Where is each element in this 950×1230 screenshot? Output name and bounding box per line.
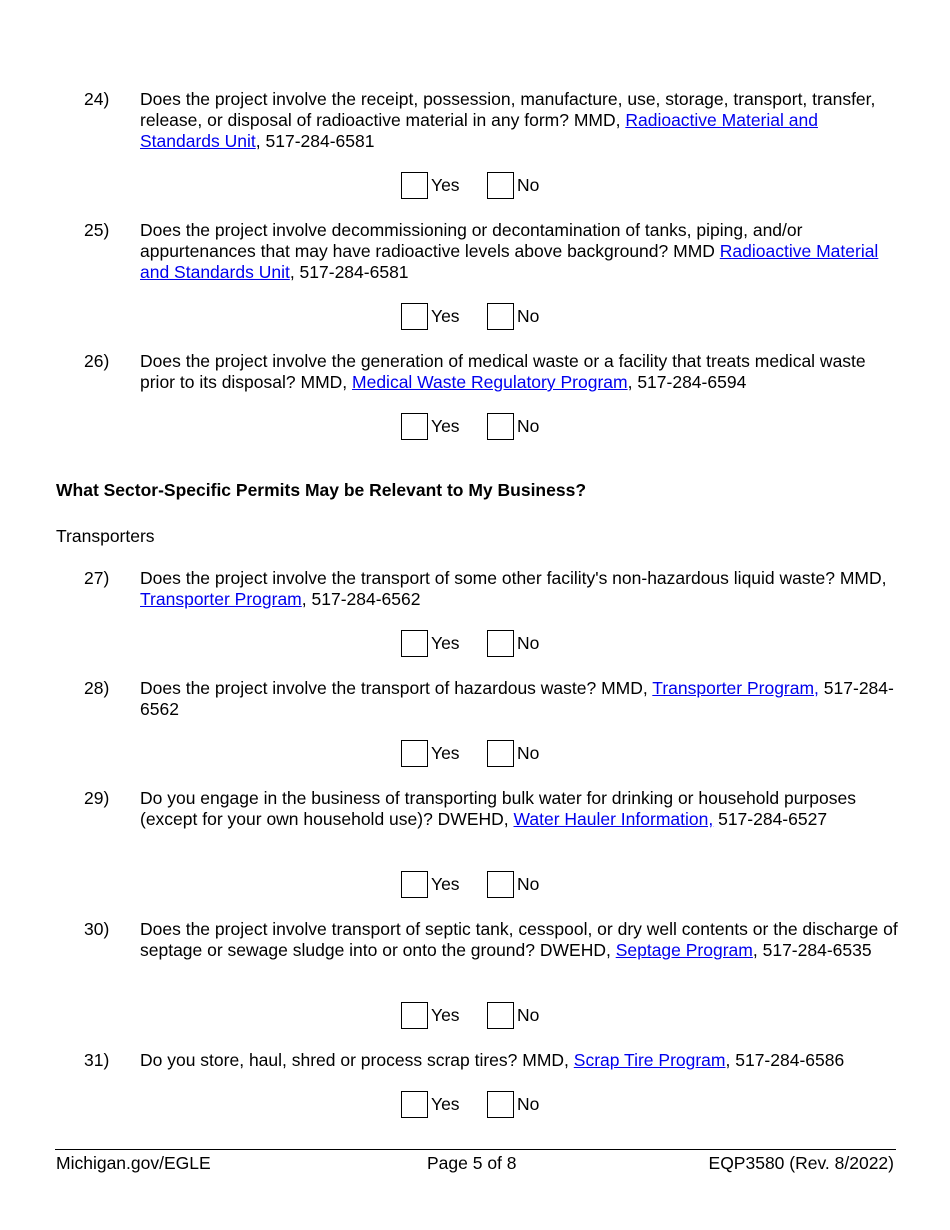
transporter-program-link[interactable]: Transporter Program, xyxy=(652,678,819,698)
question-text: Does the project involve the receipt, possession, manufacture, use, storage, transport, transfer, release, or disposal of radioactive material in any form? MMD, Radioactive Material and Standards Unit, 517-284-6581 xyxy=(140,89,876,151)
question-number: 31) xyxy=(84,1050,110,1070)
question-number: 24) xyxy=(84,89,110,109)
checkbox-box[interactable] xyxy=(401,740,428,767)
checkbox-box[interactable] xyxy=(401,1002,428,1029)
checkbox-box[interactable] xyxy=(487,740,514,767)
question-text: Does the project involve transport of septic tank, cesspool, or dry well contents or the discharge of septage or sewage sludge into or onto the ground? DWEHD, Septage Program, 517-284-6535 xyxy=(140,919,898,960)
section-heading: What Sector-Specific Permits May be Relevant to My Business? xyxy=(56,480,587,500)
question-text: Do you engage in the business of transporting bulk water for drinking or household purposes (except for your own household use)? DWEHD, Water Hauler Information, 517-284-6527 xyxy=(140,788,856,829)
checkbox-box[interactable] xyxy=(487,871,514,898)
question-text: Does the project involve the transport of hazardous waste? MMD, Transporter Program, 517-284-6562 xyxy=(140,678,894,719)
question-text: Does the project involve the generation of medical waste or a facility that treats medical waste prior to its disposal? MMD, Medical Waste Regulatory Program, 517-284-6594 xyxy=(140,351,866,392)
checkbox-box[interactable] xyxy=(487,303,514,330)
checkbox-box[interactable] xyxy=(401,630,428,657)
question-text: Does the project involve decommissioning or decontamination of tanks, piping, and/or appurtenances that may have radioactive levels above background? MMD Radioactive Material and Standards Unit, 517-284-6581 xyxy=(140,220,879,282)
checkbox-box[interactable] xyxy=(401,871,428,898)
checkbox-box[interactable] xyxy=(401,1091,428,1118)
question-27 xyxy=(84,568,904,610)
checkbox-box[interactable] xyxy=(401,413,428,440)
question-number: 28) xyxy=(84,678,110,698)
medical-waste-program-link[interactable]: Medical Waste Regulatory Program xyxy=(352,372,628,392)
transporter-program-link[interactable]: Transporter Program xyxy=(140,589,302,609)
scrap-tire-program-link[interactable]: Scrap Tire Program xyxy=(573,1050,726,1070)
question-24 xyxy=(84,89,904,152)
question-number: 26) xyxy=(84,351,110,371)
question-number: 30) xyxy=(84,919,110,939)
footer-page-number: Page 5 of 8 xyxy=(427,1153,517,1173)
radioactive-material-unit-link[interactable]: Radioactive Material and Standards Unit xyxy=(140,241,879,282)
question-number: 29) xyxy=(84,788,110,808)
checkbox-box[interactable] xyxy=(487,413,514,440)
question-30 xyxy=(84,919,904,961)
footer-website: Michigan.gov/EGLE xyxy=(56,1153,211,1173)
question-26 xyxy=(84,351,904,393)
footer-divider xyxy=(55,1149,896,1150)
question-number: 25) xyxy=(84,220,110,240)
checkbox-box[interactable] xyxy=(401,172,428,199)
footer-form-id: EQP3580 (Rev. 8/2022) xyxy=(708,1153,894,1173)
question-text: Do you store, haul, shred or process scrap tires? MMD, Scrap Tire Program, 517-284-6586 xyxy=(140,1050,845,1070)
checkbox-box[interactable] xyxy=(401,303,428,330)
question-29 xyxy=(84,788,904,830)
question-text: Does the project involve the transport of some other facility's non-hazardous liquid waste? MMD, Transporter Program, 517-284-6562 xyxy=(140,568,887,609)
question-28 xyxy=(84,678,904,720)
question-31 xyxy=(84,1050,914,1071)
question-number: 27) xyxy=(84,568,110,588)
water-hauler-info-link[interactable]: Water Hauler Information, xyxy=(513,809,714,829)
checkbox-box[interactable] xyxy=(487,630,514,657)
checkbox-box[interactable] xyxy=(487,1091,514,1118)
question-25 xyxy=(84,220,904,283)
subsection-title: Transporters xyxy=(56,526,155,546)
septage-program-link[interactable]: Septage Program xyxy=(615,940,753,960)
checkbox-box[interactable] xyxy=(487,172,514,199)
radioactive-material-unit-link[interactable]: Radioactive Material and Standards Unit xyxy=(140,110,818,151)
checkbox-box[interactable] xyxy=(487,1002,514,1029)
